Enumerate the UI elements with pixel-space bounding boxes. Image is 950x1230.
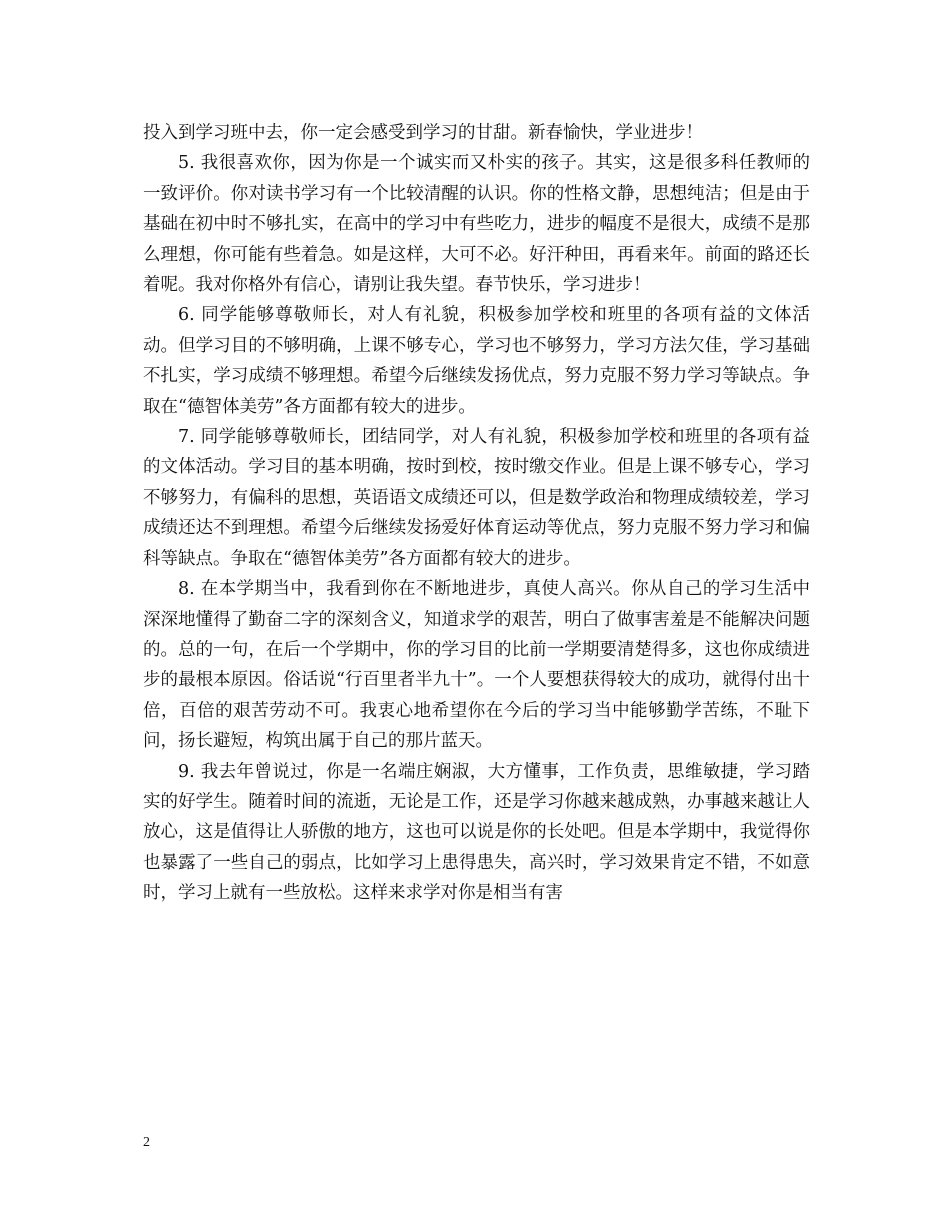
paragraph-item-9: 9. 我去年曾说过，你是一名端庄娴淑，大方懂事，工作负责，思维敏捷，学习踏实的好学生。随着时间的流逝，无论是工作，还是学习你越来越成熟，办事越来越让人放心，这是值得让人骄傲的地方，这也可以说是你的长处吧。但是本学期中，我觉得你也暴露了一些自己的弱点，比如学习上患得患失，高兴时，学习效果肯定不错，不如意时，学习上就有一些放松。这样来求学对你是相当有害: [143, 761, 810, 904]
paragraph-continuation: 投入到学习班中去，你一定会感受到学习的甘甜。新春愉快，学业进步！: [143, 123, 703, 143]
paragraph-item-7: 7. 同学能够尊敬师长，团结同学，对人有礼貌，积极参加学校和班里的各项有益的文体活动。学习目的基本明确，按时到校，按时缴交作业。但是上课不够专心，学习不够努力，有偏科的思想，英语语文成绩还可以，但是数学政治和物理成绩较差，学习成绩还达不到理想。希望今后继续发扬爱好体育运动等优点，努力克服不努力学习和偏科等缺点。争取在“德智体美劳”各方面都有较大的进步。: [143, 427, 810, 569]
paragraph-item-8: 8. 在本学期当中，我看到你在不断地进步，真使人高兴。你从自己的学习生活中深深地懂得了勤奋二字的深刻含义，知道求学的艰苦，明白了做事害羞是不能解决问题的。总的一句，在后一个学期中，你的学习目的比前一学期要清楚得多，这也你成绩进步的最根本原因。俗话说“行百里者半九十”。一个人要想获得较大的成功，就得付出十倍，百倍的艰苦劳动不可。我衷心地希望你在今后的学习当中能够勤学苦练，不耻下问，扬长避短，构筑出属于自己的那片蓝天。: [143, 579, 810, 752]
page-number: 2: [143, 1135, 150, 1150]
paragraph-item-6: 6. 同学能够尊敬师长，对人有礼貌，积极参加学校和班里的各项有益的文体活动。但学习目的不够明确，上课不够专心，学习也不够努力，学习方法欠佳，学习基础不扎实，学习成绩不够理想。希望今后继续发扬优点，努力克服不努力学习等缺点。争取在“德智体美劳”各方面都有较大的进步。: [143, 305, 810, 417]
document-body: [143, 118, 810, 909]
paragraph-item-5: 5. 我很喜欢你，因为你是一个诚实而又朴实的孩子。其实，这是很多科任教师的一致评价。你对读书学习有一个比较清醒的认识。你的性格文静，思想纯洁；但是由于基础在初中时不够扎实，在高中的学习中有些吃力，进步的幅度不是很大，成绩不是那么理想，你可能有些着急。如是这样，大可不必。好汗种田，再看来年。前面的路还长着呢。我对你格外有信心，请别让我失望。春节快乐，学习进步！: [143, 153, 810, 296]
